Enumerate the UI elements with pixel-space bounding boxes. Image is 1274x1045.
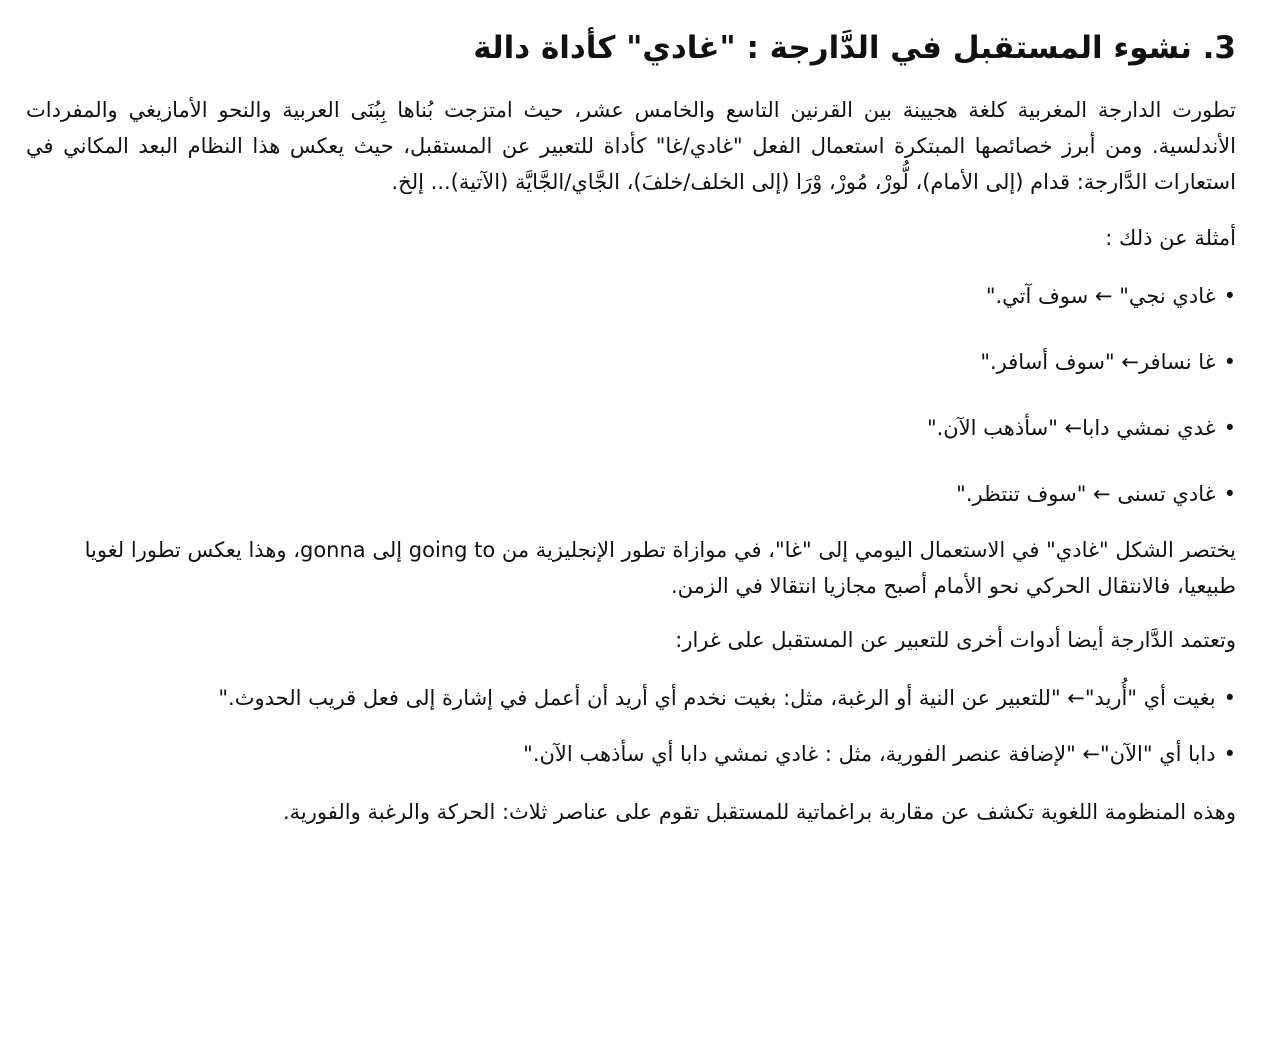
bullet-icon: • xyxy=(1223,686,1236,710)
example-text: غدي نمشي دابا← "سأذهب الآن." xyxy=(926,416,1216,440)
bullet-icon: • xyxy=(1223,416,1236,440)
example-text: غادي تسنى ← "سوف تنتظر." xyxy=(956,482,1216,506)
bullet-icon: • xyxy=(1223,482,1236,506)
example-item xyxy=(26,476,1236,512)
intro-paragraph: تطورت الدارجة المغربية كلغة هجيينة بين القرنين التاسع والخامس عشر، حيث امتزجت بُناها بِبُنَى العربية والنحو الأمازيغي والمفردات الأندلسية. ومن أبرز خصائصها المبتكرة استعمال الفعل "غادي/غا" كأداة للتعبير عن المستقبل، حيث يعكس هذا النظام البعد المكاني في استعارات الدَّارجة: قدام (إلى الأمام)، لُّورْ، مُورْ، وْرَا (إلى الخلف/خلفَ)، الجَّاي/الجَّايَّة (الآتية)... إلخ. xyxy=(26,98,1236,194)
example-item xyxy=(26,278,1236,314)
examples-title: أمثلة عن ذلك : xyxy=(1105,226,1236,250)
english-term-gonna: gonna xyxy=(300,538,366,562)
example-item xyxy=(26,410,1236,446)
tool-text: بغيت أي "أُريد"← "للتعبير عن النية أو الرغبة، مثل: بغيت نخدم أي أريد أن أعمل في إشارة إلى فعل قريب الحدوث." xyxy=(218,686,1216,710)
example-item xyxy=(26,344,1236,380)
section-heading: 3. نشوء المستقبل في الدَّارجة : "غادي" كأداة دالة xyxy=(473,30,1236,66)
gonna-text-middle: إلى xyxy=(365,538,409,562)
bullet-icon: • xyxy=(1223,284,1236,308)
gonna-paragraph xyxy=(26,532,1236,604)
conclusion-paragraph: وهذه المنظومة اللغوية تكشف عن مقاربة براغماتية للمستقبل تقوم على عناصر ثلاث: الحركة والرغبة والفورية. xyxy=(283,800,1236,824)
gonna-text-before: يختصر الشكل "غادي" في الاستعمال اليومي إلى "غا"، في موازاة تطور الإنجليزية من xyxy=(495,538,1236,562)
tool-text: دابا أي "الآن"← "لإضافة عنصر الفورية، مثل : غادي نمشي دابا أي سأذهب الآن." xyxy=(523,742,1216,766)
tools-intro: وتعتمد الدَّارجة أيضا أدوات أخرى للتعبير عن المستقبل على غرار: xyxy=(675,628,1236,652)
bullet-icon: • xyxy=(1223,350,1236,374)
tool-item-now xyxy=(26,736,1236,772)
english-term-going-to: going to xyxy=(408,538,496,562)
example-text: غا نسافر← "سوف أسافر." xyxy=(980,350,1216,374)
example-text: غادي نجي" ← سوف آتي." xyxy=(985,284,1216,308)
tool-item-want xyxy=(26,680,1236,716)
gonna-text-after: ، وهذا يعكس تطورا لغويا طبيعيا، فالانتقال الحركي نحو الأمام أصبح مجازيا انتقالا في الزمن. xyxy=(84,538,1236,598)
bullet-icon: • xyxy=(1223,742,1236,766)
